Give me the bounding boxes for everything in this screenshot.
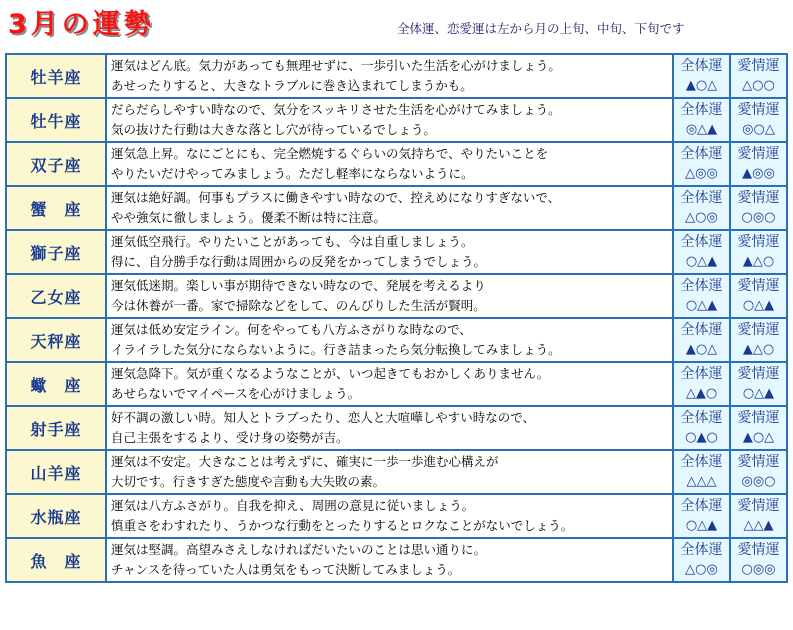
overall-fortune-rating: ○△▲ (685, 298, 718, 313)
zodiac-sign: 乙女座 (7, 275, 105, 317)
fortune-line-2: 気の抜けた行動は大きな落とし穴が待っているでしょう。 (111, 122, 436, 137)
love-fortune-rating: ○△▲ (742, 298, 775, 313)
overall-fortune-cell (674, 143, 729, 185)
overall-fortune-rating: ○△▲ (685, 518, 718, 533)
overall-fortune-cell (674, 55, 729, 97)
overall-fortune-cell (674, 539, 729, 581)
zodiac-sign: 蟹 座 (7, 187, 105, 229)
fortune-description (107, 319, 672, 361)
love-fortune-rating: ○◎◎ (741, 562, 776, 577)
zodiac-sign: 山羊座 (7, 451, 105, 493)
overall-fortune-cell (674, 451, 729, 493)
fortune-line-1: 運気低空飛行。やりたいことがあっても、今は自重しましょう。 (111, 234, 474, 249)
overall-fortune-rating: △○◎ (685, 562, 718, 577)
zodiac-sign: 牡羊座 (7, 55, 105, 97)
overall-fortune-label: 全体運 (680, 146, 723, 162)
zodiac-sign: 天秤座 (7, 319, 105, 361)
table-row (7, 451, 786, 493)
fortune-description (107, 143, 672, 185)
love-fortune-label: 愛情運 (737, 322, 780, 338)
love-fortune-rating: ◎○△ (742, 122, 775, 137)
overall-fortune-cell (674, 231, 729, 273)
zodiac-sign: 獅子座 (7, 231, 105, 273)
overall-fortune-label: 全体運 (680, 102, 723, 118)
zodiac-sign: 蠍 座 (7, 363, 105, 405)
overall-fortune-cell (674, 363, 729, 405)
love-fortune-rating: ▲△○ (742, 342, 775, 357)
zodiac-sign: 魚 座 (7, 539, 105, 581)
love-fortune-label: 愛情運 (737, 278, 780, 294)
love-fortune-label: 愛情運 (737, 498, 780, 514)
love-fortune-rating: ◎◎○ (741, 474, 776, 489)
fortune-line-1: だらだらしやすい時なので、気分をスッキリさせた生活を心がけてみましょう。 (111, 102, 561, 117)
overall-fortune-cell (674, 495, 729, 537)
fortune-line-2: チャンスを待っていた人は勇気をもって決断してみましょう。 (111, 562, 461, 577)
fortune-description (107, 407, 672, 449)
overall-fortune-cell (674, 319, 729, 361)
fortune-line-1: 運気急上昇。なにごとにも、完全燃焼するぐらいの気持ちで、やりたいことを (111, 146, 549, 161)
overall-fortune-label: 全体運 (680, 498, 723, 514)
fortune-description (107, 99, 672, 141)
table-row (7, 539, 786, 581)
fortune-description (107, 363, 672, 405)
overall-fortune-rating: △△△ (686, 474, 717, 489)
love-fortune-rating: ○△▲ (742, 386, 775, 401)
overall-fortune-cell (674, 187, 729, 229)
fortune-line-2: 慎重さをわすれたり、うかつな行動をとったりするとロクなことがないでしょう。 (111, 518, 574, 533)
table-row (7, 319, 786, 361)
zodiac-sign: 射手座 (7, 407, 105, 449)
love-fortune-cell (731, 319, 786, 361)
overall-fortune-label: 全体運 (680, 410, 723, 426)
overall-fortune-rating: ◎△▲ (685, 122, 718, 137)
fortune-line-1: 運気は絶好調。何事もプラスに働きやすい時なので、控えめになりすぎないで、 (111, 190, 561, 205)
love-fortune-rating: △○○ (742, 78, 775, 93)
love-fortune-label: 愛情運 (737, 366, 780, 382)
love-fortune-label: 愛情運 (737, 454, 780, 470)
love-fortune-label: 愛情運 (737, 146, 780, 162)
fortune-line-2: やりたいだけやってみましょう。ただし軽率にならないように。 (111, 166, 474, 181)
love-fortune-cell (731, 363, 786, 405)
table-row (7, 275, 786, 317)
table-row (7, 187, 786, 229)
fortune-description (107, 231, 672, 273)
fortune-line-1: 運気は八方ふさがり。自我を抑え、周囲の意見に従いましょう。 (111, 498, 475, 513)
love-fortune-label: 愛情運 (737, 58, 780, 74)
fortune-description (107, 55, 672, 97)
love-fortune-cell (731, 407, 786, 449)
fortune-description (107, 451, 672, 493)
love-fortune-cell (731, 55, 786, 97)
overall-fortune-label: 全体運 (680, 542, 723, 558)
fortune-line-2: あせらないでマイペースを心がけましょう。 (111, 386, 361, 401)
overall-fortune-rating: △◎◎ (685, 166, 718, 181)
fortune-line-2: 大切です。行きすぎた態度や言動も大失敗の素。 (111, 474, 386, 489)
fortune-line-1: 運気はどん底。気力があっても無理せずに、一歩引いた生活を心がけましょう。 (111, 58, 561, 73)
table-row (7, 231, 786, 273)
fortune-line-2: やや強気に徹しましょう。優柔不断は特に注意。 (111, 210, 387, 225)
page-title: 3月の運勢 (8, 9, 155, 40)
fortune-line-1: 好不調の激しい時。知人とトラブったり、恋人と大喧嘩しやすい時なので、 (111, 410, 536, 425)
overall-fortune-rating: ○△▲ (685, 254, 718, 269)
love-fortune-rating: ▲◎◎ (742, 166, 775, 181)
table-row (7, 363, 786, 405)
fortune-line-2: 自己主張をするより、受け身の姿勢が吉。 (111, 430, 349, 445)
love-fortune-rating: ▲△○ (742, 254, 775, 269)
fortune-line-2: イライラした気分にならないように。行き詰まったら気分転換してみましょう。 (111, 342, 561, 357)
overall-fortune-label: 全体運 (680, 190, 723, 206)
love-fortune-label: 愛情運 (737, 542, 780, 558)
table-row (7, 495, 786, 537)
love-fortune-cell (731, 187, 786, 229)
fortune-line-2: 今は休養が一番。家で掃除などをして、のんびりした生活が賢明。 (111, 298, 486, 313)
overall-fortune-label: 全体運 (680, 322, 723, 338)
overall-fortune-cell (674, 99, 729, 141)
love-fortune-cell (731, 231, 786, 273)
overall-fortune-cell (674, 275, 729, 317)
love-fortune-cell (731, 275, 786, 317)
overall-fortune-label: 全体運 (680, 234, 723, 250)
fortune-line-1: 運気は不安定。大きなことは考えずに、確実に一歩一歩進む心構えが (111, 454, 499, 469)
love-fortune-cell (731, 495, 786, 537)
fortune-description (107, 187, 672, 229)
page-subtitle: 全体運、恋愛運は左から月の上旬、中旬、下旬です (397, 21, 685, 36)
overall-fortune-label: 全体運 (680, 278, 723, 294)
overall-fortune-rating: △▲○ (685, 386, 718, 401)
zodiac-sign: 水瓶座 (7, 495, 105, 537)
table-row (7, 99, 786, 141)
fortune-line-1: 運気は低め安定ライン。何をやっても八方ふさがりな時なので、 (111, 322, 472, 337)
love-fortune-rating: ▲○△ (742, 430, 775, 445)
table-row (7, 55, 786, 97)
fortune-line-1: 運気低迷期。楽しい事が期待できない時なので、発展を考えるより (111, 278, 486, 293)
overall-fortune-label: 全体運 (680, 58, 723, 74)
fortune-line-1: 運気は堅調。高望みさえしなければだいたいのことは思い通りに。 (111, 542, 487, 557)
fortune-line-2: 得に、自分勝手な行動は周囲からの反発をかってしまうでしょう。 (111, 254, 487, 269)
overall-fortune-label: 全体運 (680, 366, 723, 382)
fortune-line-2: あせったりすると、大きなトラブルに巻き込まれてしまうかも。 (111, 78, 473, 93)
love-fortune-label: 愛情運 (737, 410, 780, 426)
overall-fortune-cell (674, 407, 729, 449)
overall-fortune-rating: ▲○△ (685, 342, 718, 357)
overall-fortune-rating: △○◎ (685, 210, 718, 225)
love-fortune-rating: ○◎○ (741, 210, 776, 225)
love-fortune-cell (731, 539, 786, 581)
overall-fortune-label: 全体運 (680, 454, 723, 470)
fortune-description (107, 495, 672, 537)
love-fortune-cell (731, 99, 786, 141)
table-row (7, 407, 786, 449)
zodiac-sign: 双子座 (7, 143, 105, 185)
fortune-description (107, 539, 672, 581)
horoscope-table (5, 53, 788, 583)
love-fortune-label: 愛情運 (737, 190, 780, 206)
fortune-description (107, 275, 672, 317)
zodiac-sign: 牡牛座 (7, 99, 105, 141)
love-fortune-cell (731, 143, 786, 185)
table-row (7, 143, 786, 185)
love-fortune-rating: △△▲ (743, 518, 774, 533)
fortune-line-1: 運気急降下。気が重くなるようなことが、いつ起きてもおかしくありません。 (111, 366, 550, 381)
overall-fortune-rating: ▲○△ (685, 78, 718, 93)
love-fortune-cell (731, 451, 786, 493)
overall-fortune-rating: ○▲○ (685, 430, 718, 445)
love-fortune-label: 愛情運 (737, 234, 780, 250)
love-fortune-label: 愛情運 (737, 102, 780, 118)
